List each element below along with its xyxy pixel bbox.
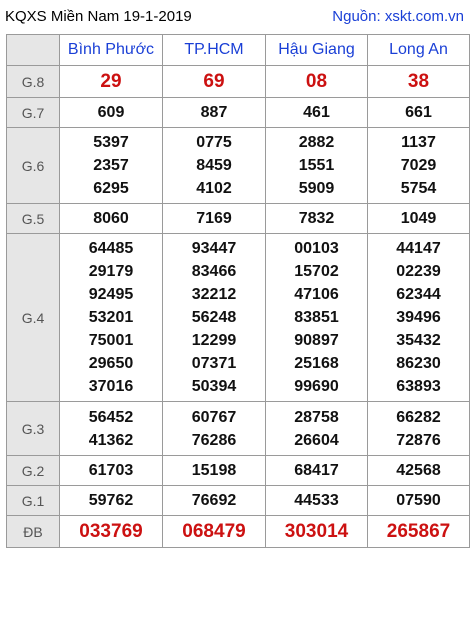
result-cell — [266, 128, 368, 204]
result-number: 76692 — [191, 492, 237, 509]
result-number: 39496 — [396, 309, 441, 326]
result-cell — [368, 234, 470, 402]
result-cell — [163, 402, 266, 456]
prize-label: G.5 — [7, 204, 60, 234]
result-number: 2882 — [298, 134, 335, 151]
result-number: 62344 — [396, 286, 441, 303]
result-cell — [266, 66, 368, 98]
result-number: 4102 — [196, 180, 232, 197]
results-body — [7, 66, 470, 548]
result-cell — [163, 98, 266, 128]
result-number: 90897 — [294, 332, 339, 349]
result-number: 8459 — [196, 157, 232, 174]
result-cell — [368, 402, 470, 456]
result-cell — [60, 128, 163, 204]
result-number: 92495 — [88, 286, 134, 303]
result-cell — [163, 486, 266, 516]
prize-label: G.8 — [7, 66, 60, 98]
result-number: 26604 — [294, 431, 339, 449]
result-cell — [60, 486, 163, 516]
result-number: 1049 — [400, 210, 437, 227]
result-number: 5754 — [400, 180, 437, 197]
province-long-an[interactable]: Long An — [368, 35, 470, 66]
result-cell — [60, 402, 163, 456]
result-number: 35432 — [396, 332, 441, 349]
result-number: 461 — [303, 104, 330, 121]
result-cell — [60, 66, 163, 98]
result-cell — [368, 128, 470, 204]
result-cell — [60, 234, 163, 402]
result-cell — [266, 234, 368, 402]
result-cell — [368, 66, 470, 98]
header — [0, 0, 474, 34]
result-number: 00103 — [294, 240, 339, 257]
result-cell — [60, 456, 163, 486]
result-number: 02239 — [396, 263, 441, 280]
result-number: 75001 — [88, 332, 134, 349]
prize-label: G.6 — [7, 128, 60, 204]
result-cell — [163, 66, 266, 98]
result-number: 83851 — [294, 309, 339, 326]
page-title: KQXS Miền Nam 19-1-2019 — [5, 8, 192, 25]
result-cell — [368, 456, 470, 486]
prize-label: G.7 — [7, 98, 60, 128]
prize-row — [7, 402, 470, 456]
result-number: 7832 — [298, 210, 335, 227]
result-cell — [60, 516, 163, 548]
result-cell — [368, 98, 470, 128]
source-link[interactable]: Nguồn: xskt.com.vn — [332, 8, 464, 25]
result-number: 07590 — [396, 492, 441, 509]
result-number: 887 — [200, 104, 228, 121]
result-number: 7169 — [196, 210, 232, 227]
result-cell — [266, 402, 368, 456]
prize-label: ĐB — [7, 516, 60, 548]
prize-label: G.2 — [7, 456, 60, 486]
prize-label: G.4 — [7, 234, 60, 402]
result-number: 29 — [100, 71, 122, 92]
result-cell — [163, 456, 266, 486]
result-number: 61703 — [88, 462, 134, 479]
result-number: 29179 — [88, 263, 134, 280]
province-hau-giang[interactable]: Hậu Giang — [266, 35, 368, 66]
result-number: 2357 — [93, 157, 129, 174]
result-number: 47106 — [294, 286, 339, 303]
result-number: 12299 — [191, 332, 237, 349]
result-number: 068479 — [182, 521, 246, 542]
result-cell — [163, 128, 266, 204]
result-number: 56248 — [191, 309, 237, 326]
result-cell — [368, 486, 470, 516]
result-number: 83466 — [191, 263, 237, 280]
result-number: 86230 — [396, 355, 441, 372]
result-number: 5909 — [298, 180, 335, 197]
result-number: 32212 — [191, 286, 237, 303]
result-number: 033769 — [79, 521, 143, 542]
result-number: 07371 — [191, 355, 237, 372]
result-number: 93447 — [191, 240, 237, 257]
result-number: 59762 — [88, 492, 134, 509]
result-cell — [266, 516, 368, 548]
prize-row — [7, 516, 470, 548]
result-number: 64485 — [88, 240, 134, 257]
result-number: 99690 — [294, 378, 339, 395]
results-table — [6, 34, 470, 548]
prize-row — [7, 486, 470, 516]
prize-row — [7, 234, 470, 402]
result-number: 15702 — [294, 263, 339, 280]
result-number: 5397 — [93, 134, 129, 151]
result-number: 69 — [203, 71, 225, 92]
prize-row — [7, 204, 470, 234]
province-binh-phuoc[interactable]: Bình Phước — [60, 35, 163, 66]
result-number: 25168 — [294, 355, 339, 372]
result-number: 66282 — [396, 408, 441, 426]
result-number: 1137 — [401, 134, 436, 151]
result-number: 08 — [305, 71, 328, 92]
result-number: 72876 — [396, 431, 441, 449]
result-cell — [266, 456, 368, 486]
result-number: 68417 — [294, 462, 339, 479]
result-number: 37016 — [88, 378, 134, 395]
result-number: 38 — [407, 71, 430, 92]
result-number: 44533 — [294, 492, 339, 509]
result-number: 41362 — [88, 431, 134, 449]
result-number: 661 — [405, 104, 432, 121]
result-number: 28758 — [294, 408, 339, 426]
prize-label: G.1 — [7, 486, 60, 516]
result-number: 42568 — [396, 462, 441, 479]
corner-cell — [7, 35, 60, 66]
result-number: 265867 — [386, 521, 451, 542]
prize-row — [7, 128, 470, 204]
result-number: 63893 — [396, 378, 441, 395]
result-cell — [163, 516, 266, 548]
result-number: 303014 — [284, 521, 349, 542]
prize-row — [7, 456, 470, 486]
result-cell — [368, 204, 470, 234]
result-cell — [368, 516, 470, 548]
result-number: 53201 — [88, 309, 134, 326]
result-cell — [266, 486, 368, 516]
result-number: 44147 — [396, 240, 441, 257]
result-number: 7029 — [400, 157, 437, 174]
prize-row — [7, 98, 470, 128]
result-number: 609 — [97, 104, 125, 121]
result-number: 29650 — [88, 355, 134, 372]
result-cell — [266, 98, 368, 128]
result-number: 8060 — [93, 210, 129, 227]
result-number: 76286 — [191, 431, 237, 449]
result-number: 6295 — [93, 180, 129, 197]
result-cell — [163, 204, 266, 234]
result-number: 15198 — [191, 462, 237, 479]
result-cell — [60, 98, 163, 128]
result-number: 56452 — [88, 408, 134, 426]
result-number: 60767 — [191, 408, 237, 426]
result-number: 50394 — [191, 378, 237, 395]
result-number: 0775 — [196, 134, 232, 151]
result-cell — [163, 234, 266, 402]
result-cell — [60, 204, 163, 234]
prize-row — [7, 66, 470, 98]
prize-label: G.3 — [7, 402, 60, 456]
result-number: 1551 — [298, 157, 335, 174]
result-cell — [266, 204, 368, 234]
province-header-row — [7, 35, 470, 66]
province-tp-hcm[interactable]: TP.HCM — [163, 35, 266, 66]
